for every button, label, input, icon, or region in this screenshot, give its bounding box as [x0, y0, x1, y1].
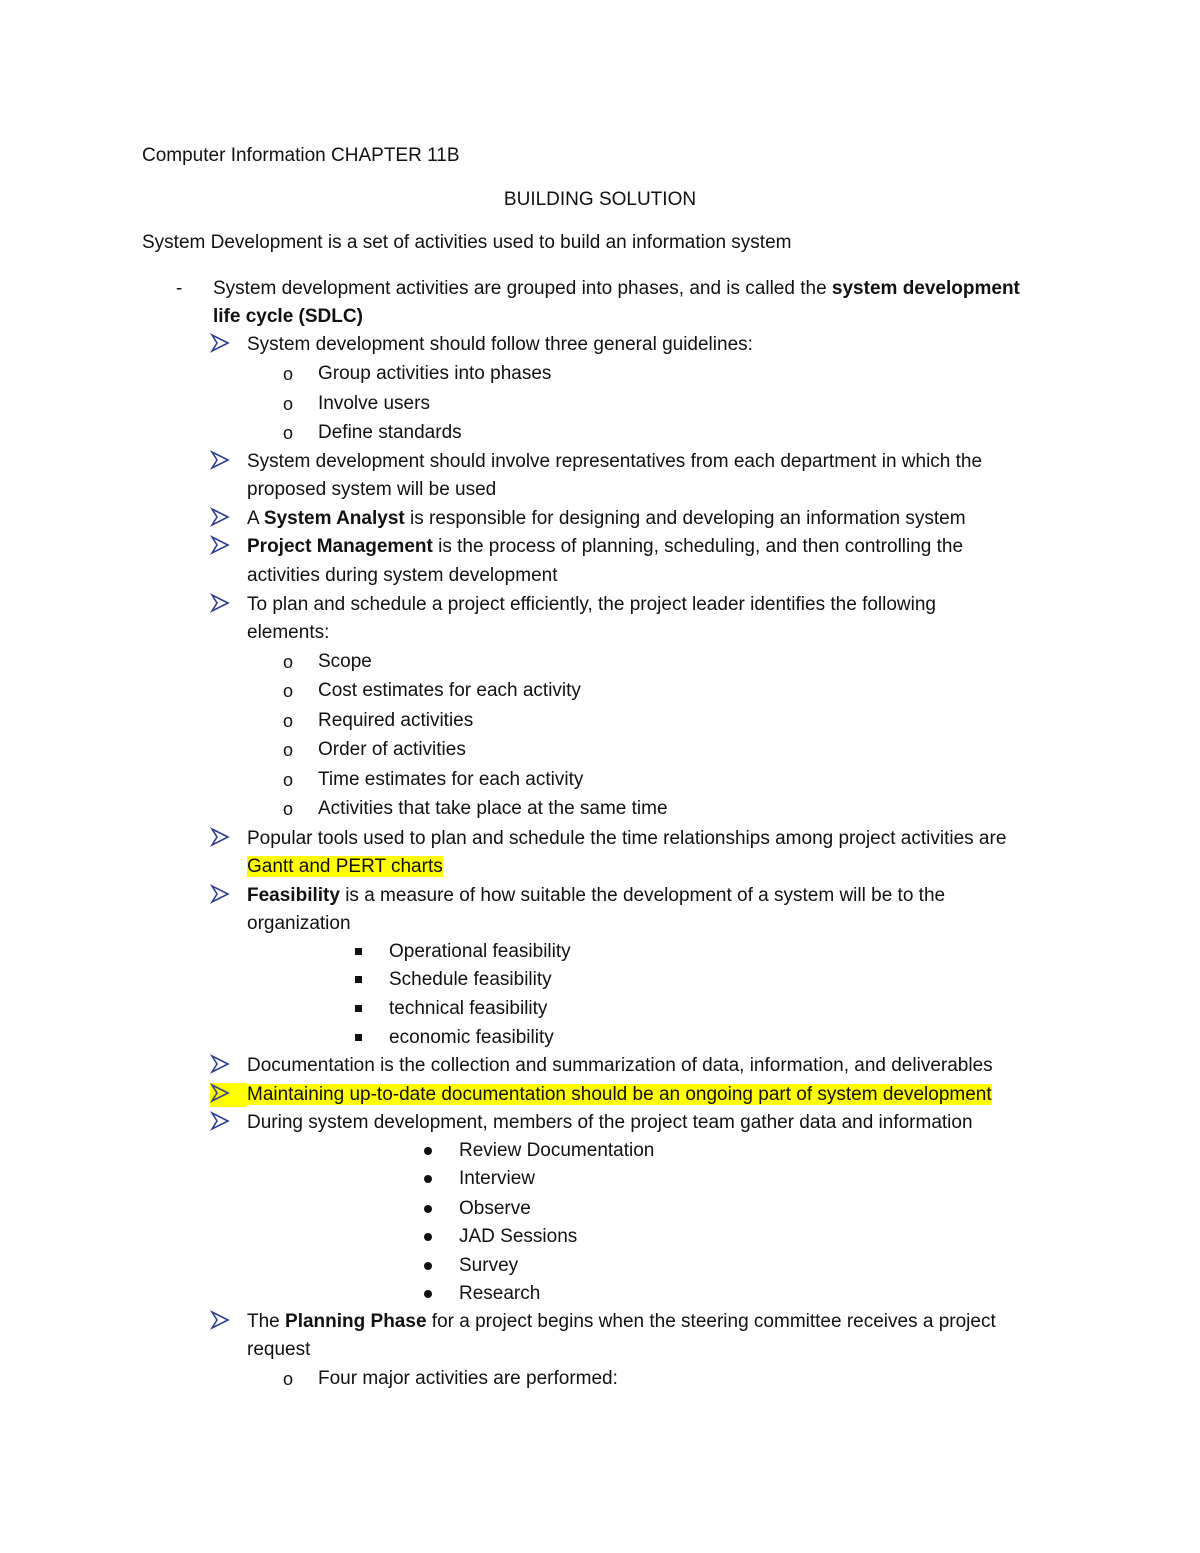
hollow-circle-bullet: o: [283, 652, 294, 672]
arrow-bullet-icon: [210, 1083, 247, 1107]
gather-method-item: Survey: [459, 1255, 519, 1276]
arrow-item-system-analyst: A System Analyst is responsible for designing and developing an information system: [247, 508, 966, 529]
arrow-item-feasibility-line-1: Feasibility is a measure of how suitable the development of a system will be to the: [247, 885, 946, 906]
hollow-circle-bullet: o: [283, 394, 294, 414]
round-bullet: [424, 1205, 432, 1213]
square-bullet: [355, 976, 362, 983]
arrow-bullet-icon: [210, 827, 230, 854]
hollow-circle-bullet: o: [283, 423, 294, 443]
hollow-circle-bullet: o: [283, 770, 294, 790]
planning-subitem: Four major activities are performed:: [318, 1368, 618, 1389]
hollow-circle-bullet: o: [283, 1369, 294, 1389]
hollow-circle-bullet: o: [283, 799, 294, 819]
hollow-circle-bullet: o: [283, 681, 294, 701]
element-item: Activities that take place at the same time: [318, 798, 668, 819]
arrow-item-project-management-line-1: Project Management is the process of planning, scheduling, and then controlling the: [247, 536, 964, 557]
arrow-item-tools-line-1: Popular tools used to plan and schedule the time relationships among project activities are: [247, 828, 1007, 849]
square-bullet: [355, 1005, 362, 1012]
arrow-bullet-icon: [210, 450, 230, 477]
arrow-bullet-icon: [210, 884, 230, 911]
square-bullet: [355, 1034, 362, 1041]
dash-item-line-2: life cycle (SDLC): [213, 306, 363, 327]
arrow-item-project-management-line-2: activities during system development: [247, 565, 558, 586]
arrow-bullet-icon: [210, 507, 230, 534]
arrow-bullet-icon: [210, 333, 230, 360]
arrow-item-gather-data: During system development, members of the project team gather data and information: [247, 1112, 973, 1133]
arrow-item-planning-phase-line-2: request: [247, 1339, 311, 1360]
arrow-bullet-icon: [210, 535, 230, 562]
gather-method-item: Interview: [459, 1168, 536, 1189]
dash-item-line-1: System development activities are grouped into phases, and is called the system development: [213, 278, 1020, 299]
round-bullet: [424, 1233, 432, 1241]
arrow-item-plan-schedule-line-2: elements:: [247, 622, 330, 643]
gather-method-item: JAD Sessions: [459, 1226, 578, 1247]
round-bullet: [424, 1147, 432, 1155]
arrow-item-maintaining-documentation: [247, 1083, 992, 1107]
element-item: Cost estimates for each activity: [318, 680, 581, 701]
arrow-item-representatives-line-2: proposed system will be used: [247, 479, 497, 500]
square-bullet: [355, 948, 362, 955]
element-item: Scope: [318, 651, 372, 672]
guideline-item: Define standards: [318, 422, 462, 443]
arrow-item-documentation: Documentation is the collection and summarization of data, information, and deliverables: [247, 1055, 993, 1076]
hollow-circle-bullet: o: [283, 364, 294, 384]
arrow-item-tools-line-2: [247, 855, 443, 879]
round-bullet: [424, 1290, 432, 1298]
round-bullet: [424, 1262, 432, 1270]
arrow-item-plan-schedule-line-1: To plan and schedule a project efficiently, the project leader identifies the following: [247, 594, 937, 615]
feasibility-item: Schedule feasibility: [389, 969, 552, 990]
gather-method-item: Review Documentation: [459, 1140, 655, 1161]
element-item: Order of activities: [318, 739, 466, 760]
guideline-item: Involve users: [318, 393, 430, 414]
arrow-bullet-icon: [210, 1111, 230, 1138]
highlighted-text: Maintaining up-to-date documentation should be an ongoing part of system development: [247, 1084, 992, 1105]
arrow-item-representatives-line-1: System development should involve representatives from each department in which the: [247, 451, 983, 472]
element-item: Required activities: [318, 710, 474, 731]
round-bullet: [424, 1175, 432, 1183]
hollow-circle-bullet: o: [283, 711, 294, 731]
guideline-item: Group activities into phases: [318, 363, 552, 384]
gather-method-item: Research: [459, 1283, 541, 1304]
feasibility-item: technical feasibility: [389, 998, 548, 1019]
arrow-item-guidelines: System development should follow three general guidelines:: [247, 334, 753, 355]
element-item: Time estimates for each activity: [318, 769, 584, 790]
arrow-bullet-icon: [210, 1054, 230, 1081]
hollow-circle-bullet: o: [283, 740, 294, 760]
page-title: BUILDING SOLUTION: [503, 189, 697, 210]
gather-method-item: Observe: [459, 1198, 531, 1219]
arrow-bullet-icon: [210, 593, 230, 620]
arrow-item-feasibility-line-2: organization: [247, 913, 351, 934]
dash-bullet: -: [176, 278, 183, 299]
intro-paragraph: System Development is a set of activities used to build an information system: [142, 232, 792, 253]
arrow-item-planning-phase-line-1: The Planning Phase for a project begins when the steering committee receives a project: [247, 1311, 996, 1332]
document-header: Computer Information CHAPTER 11B: [142, 145, 460, 166]
highlighted-text: Gantt and PERT charts: [247, 856, 443, 877]
feasibility-item: Operational feasibility: [389, 941, 571, 962]
arrow-bullet-icon: [210, 1310, 230, 1337]
feasibility-item: economic feasibility: [389, 1027, 554, 1048]
